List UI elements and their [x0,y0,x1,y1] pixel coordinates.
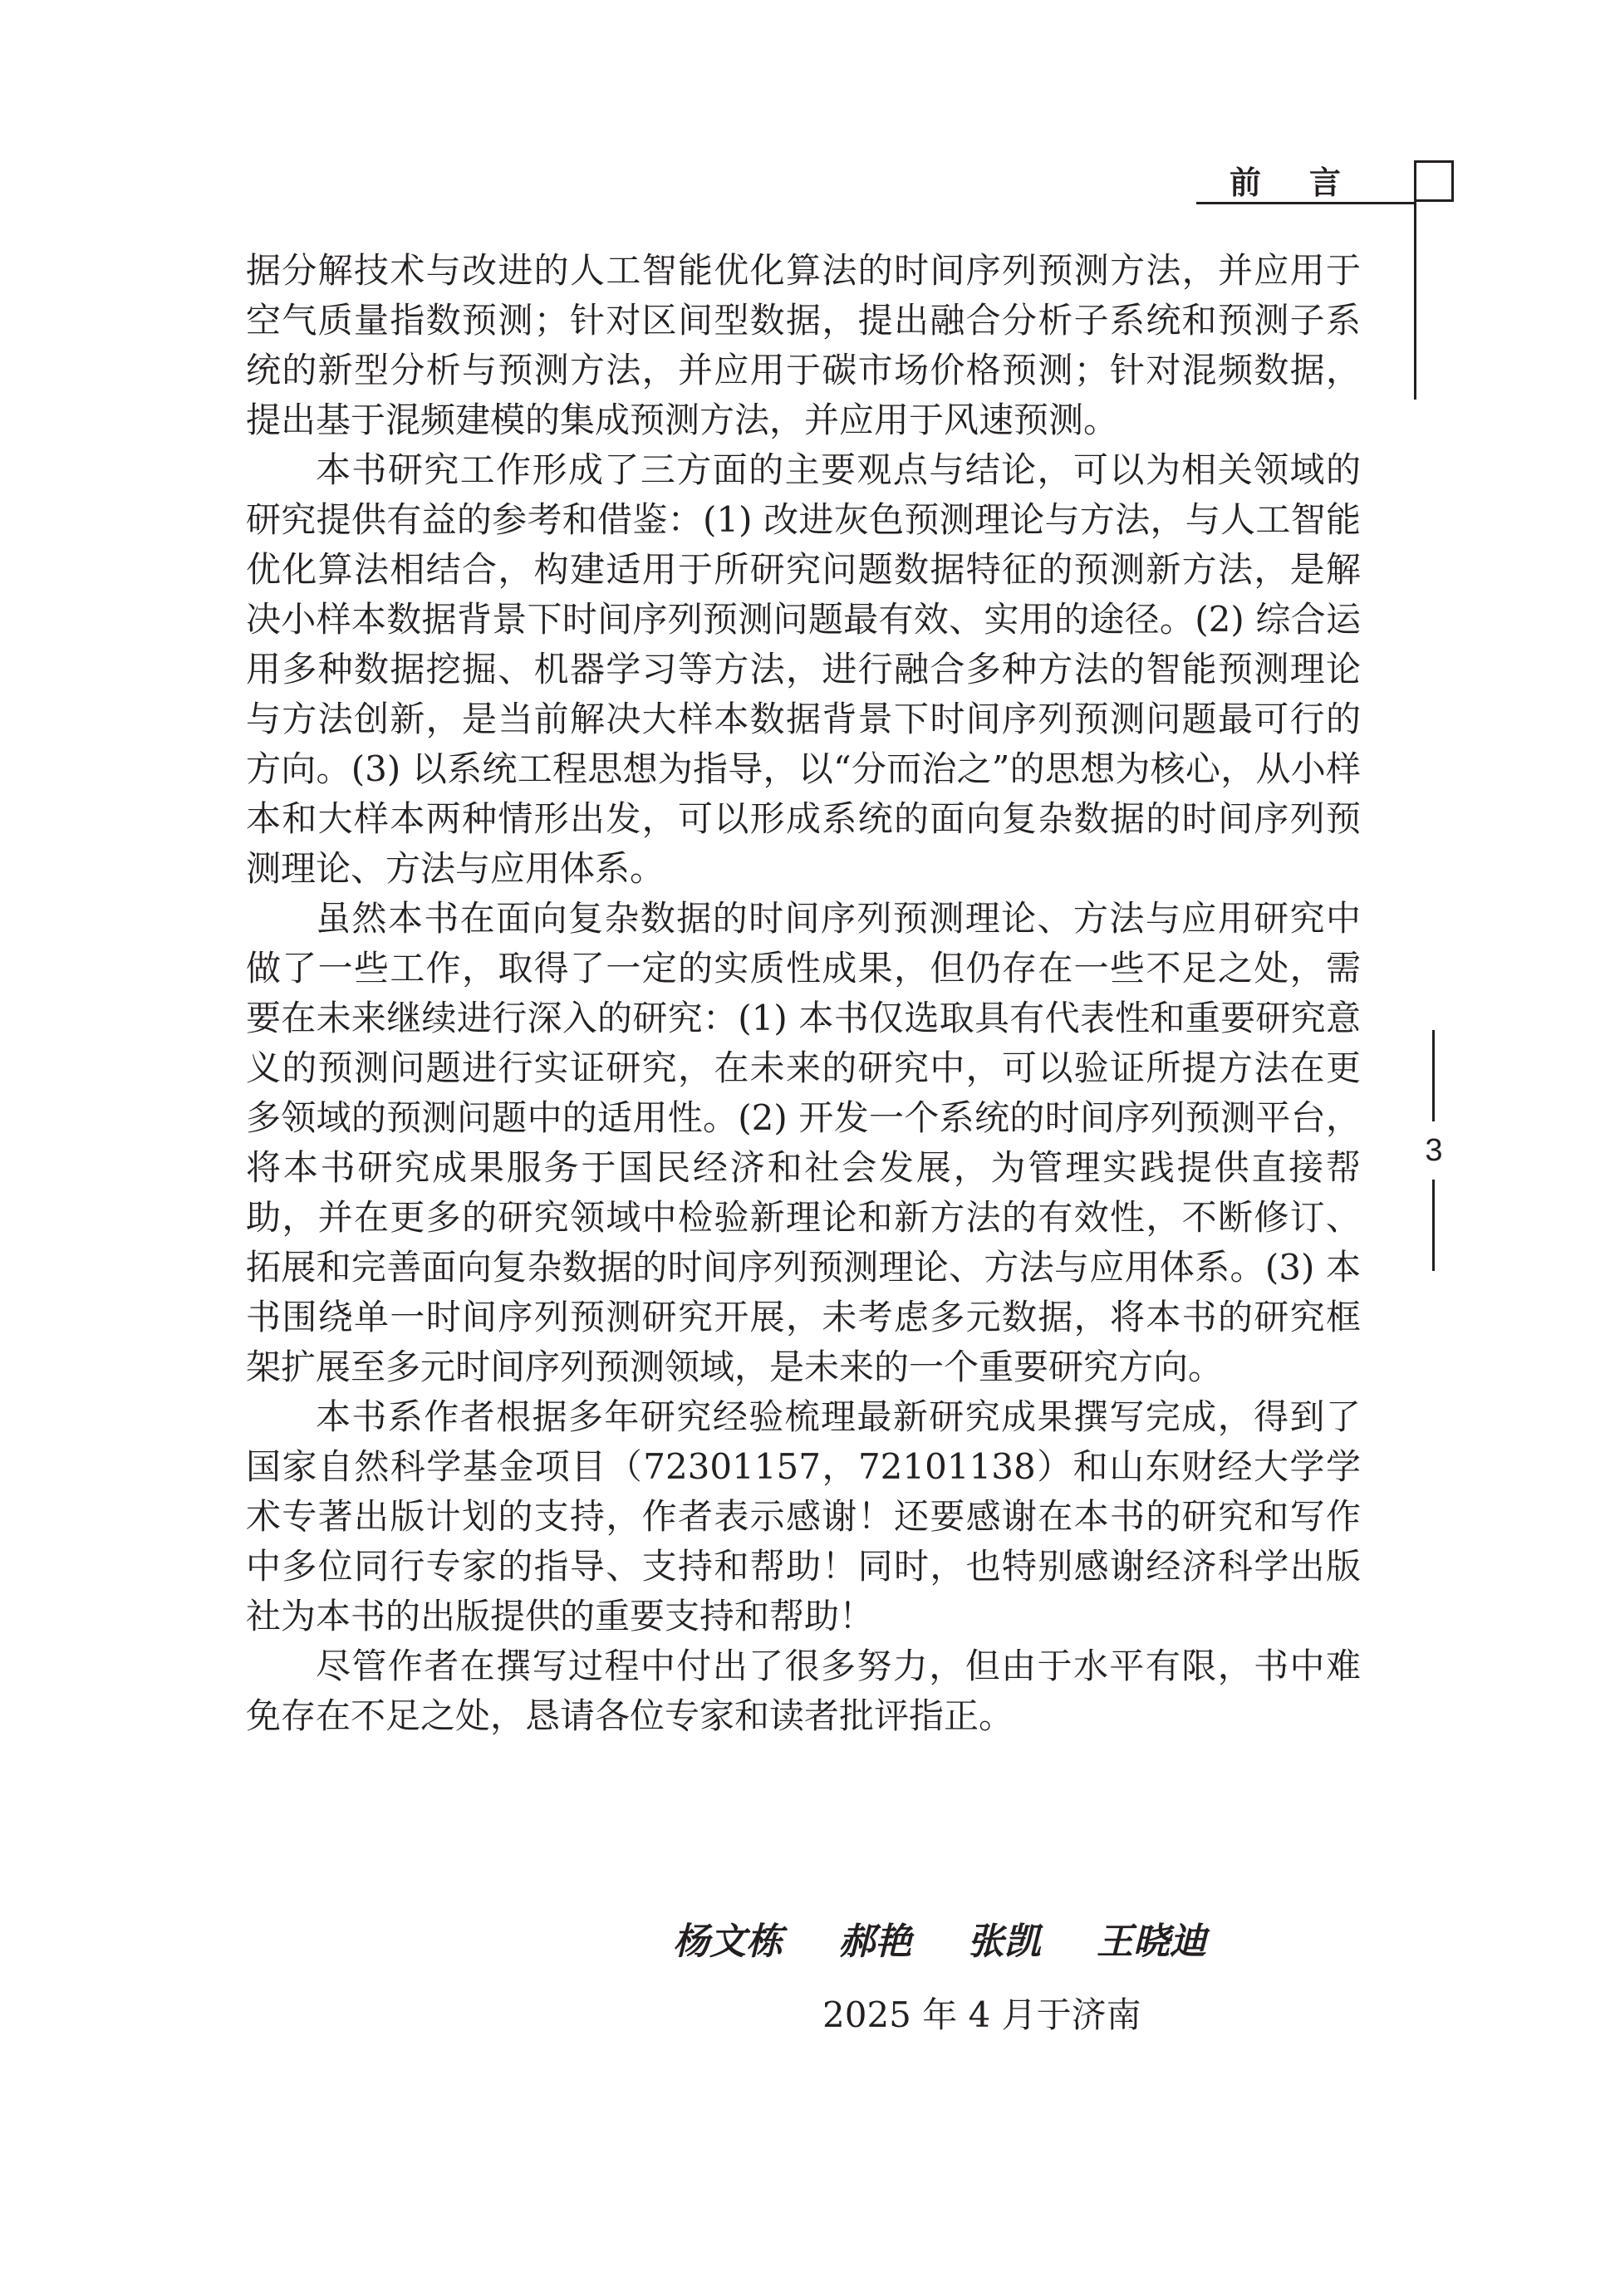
paragraph-continued: 据分解技术与改进的人工智能优化算法的时间序列预测方法，并应用于空气质量指数预测；针对区间型数据，提出融合分析子系统和预测子系统的新型分析与预测方法，并应用于碳市场价格预测；针对混频数据，提出基于混频建模的集成预测方法，并应用于风速预测。 [246,250,1361,440]
page-number: 3 [1425,1133,1443,1168]
place-and-date: 2025 年 4 月于济南 [822,1994,1141,2035]
author-name: 杨文栋 [673,1921,783,1963]
paragraph-acknowledgements: 本书系作者根据多年研究经验梳理最新研究成果撰写完成，得到了国家自然科学基金项目（72301157，72101138）和山东财经大学学术专著出版计划的支持，作者表示感谢！还要感谢在本书的研究和写作中多位同行专家的指导、支持和帮助！同时，也特别感谢经济科学出版社为本书的出版提供的重要支持和帮助！ [246,1396,1361,1636]
margin-line-upper [1432,1030,1435,1121]
margin-line-top [1414,202,1416,400]
header-box-ornament [1414,160,1454,202]
paragraph-conclusions: 本书研究工作形成了三方面的主要观点与结论，可以为相关领域的研究提供有益的参考和借鉴：(1) 改进灰色预测理论与方法，与人工智能优化算法相结合，构建适用于所研究问题数据特征的预测新方法，是解决小样本数据背景下时间序列预测问题最有效、实用的途径。(2) 综合运用多种数据挖掘、机器学习等方法，进行融合多种方法的智能预测理论与方法创新，是当前解决大样本数据背景下时间序列预测问题最可行的方向。(3) 以系统工程思想为指导，以“分而治之”的思想为核心，从小样本和大样本两种情形出发，可以形成系统的面向复杂数据的时间序列预测理论、方法与应用体系。 [246,449,1361,889]
author-name: 张凯 [967,1921,1041,1963]
header-rule [1196,202,1414,204]
author-signature [673,1917,1304,1967]
paragraph-limitations: 虽然本书在面向复杂数据的时间序列预测理论、方法与应用研究中做了一些工作，取得了一定的实质性成果，但仍存在一些不足之处，需要在未来继续进行深入的研究：(1) 本书仅选取具有代表性和重要研究意义的预测问题进行实证研究，在未来的研究中，可以验证所提方法在更多领域的预测问题中的适用性。(2) 开发一个系统的时间序列预测平台，将本书研究成果服务于国民经济和社会发展，为管理实践提供直接帮助，并在更多的研究领域中检验新理论和新方法的有效性，不断修订、拓展和完善面向复杂数据的时间序列预测理论、方法与应用体系。(3) 本书围绕单一时间序列预测研究开展，未考虑多元数据，将本书的研究框架扩展至多元时间序列预测领域，是未来的一个重要研究方向。 [246,898,1361,1387]
author-name: 郝艳 [838,1921,912,1963]
body-text [246,246,1361,1741]
section-title: 前言 [1230,164,1390,201]
margin-line-lower [1432,1180,1435,1271]
paragraph-closing: 尽管作者在撰写过程中付出了很多努力，但由于水平有限，书中难免存在不足之处，恳请各位专家和读者批评指正。 [246,1646,1361,1736]
author-name: 王晓迪 [1096,1921,1206,1963]
